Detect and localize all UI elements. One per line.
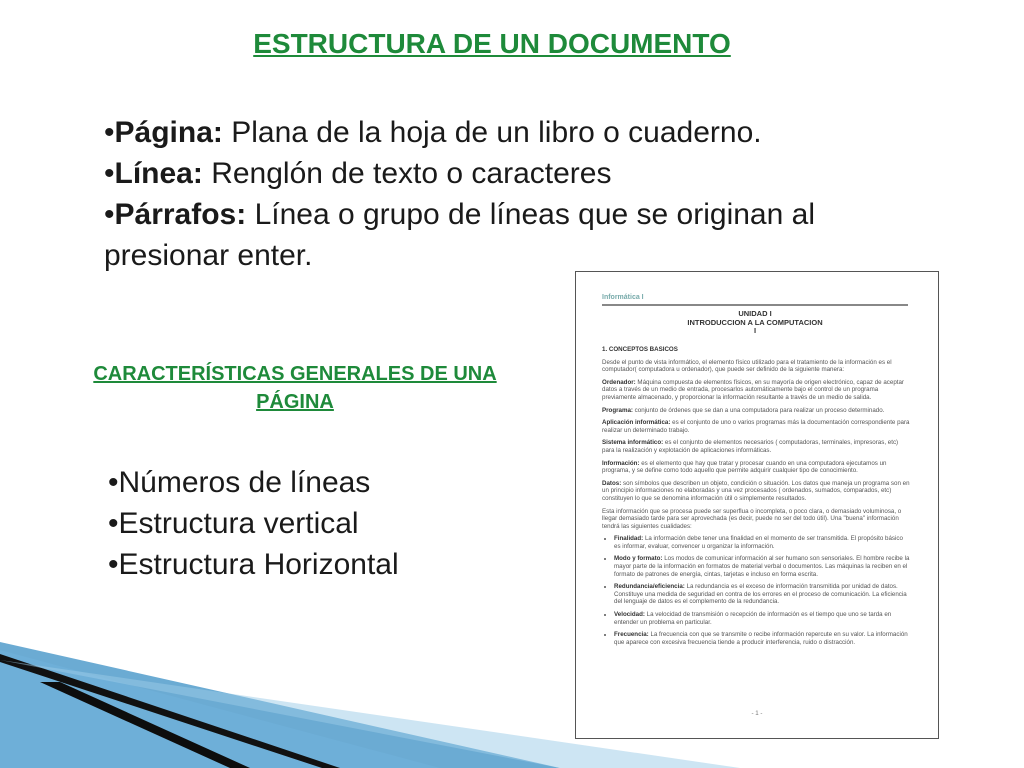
document-paragraph: Esta información que se procesa puede ser superflua o incompleta, o poco clara, o demasiado voluminosa, o llegar demasiado tarde para ser aprovechada (es decir, puede no ser del todo útil). Una "buena" información tendrá las siguientes cualidades: — [602, 507, 902, 530]
definition-term: Párrafos: — [114, 198, 247, 231]
document-unit-title: UNIDAD I INTRODUCCION A LA COMPUTACION I — [687, 309, 823, 335]
definitions-list — [104, 112, 944, 276]
characteristics-list — [108, 462, 528, 585]
document-paragraph: Desde el punto de vista informático, el elemento físico utilizado para el tratamiento de la información es el computador( computadora u ordenador), que puede ser definido de la siguiente manera: — [602, 358, 892, 374]
definition-text: Plana de la hoja de un libro o cuaderno. — [222, 116, 762, 149]
document-quality-item: • Redundancia/eficiencia: La redundancia es el exceso de información transmitida por unidad de datos. Constituye una medida de seguridad en contra de los errores en el proceso de comunicación. La eficiencia del lenguaje de datos es el complemento de la redundancia. — [614, 583, 910, 606]
definition-text: Línea o grupo de líneas que se originan al presionar enter. — [104, 198, 815, 272]
document-quality-item: • Frecuencia: La frecuencia con que se transmite o recibe información repercute en su valor. La información que aparece con excesiva frecuencia tiende a producir interferencia, ruido o distracción. — [614, 631, 910, 646]
definition-text: Renglón de texto o caracteres — [202, 157, 612, 190]
definition-item: •Página: Plana de la hoja de un libro o cuaderno. — [104, 116, 762, 149]
document-paragraph: Información: es el elemento que hay que tratar y procesar cuando en una computadora ejecutamos un programa, y se define como todo aquello que permite adquirir cualquier tipo de conocimiento. — [602, 459, 887, 475]
characteristic-item: •Estructura vertical — [108, 507, 359, 540]
document-header: Informática I — [602, 294, 644, 301]
document-paragraph: Programa: conjunto de órdenes que se dan a una computadora para realizar un proceso determinado. — [602, 406, 885, 414]
section-subtitle: CARACTERÍSTICAS GENERALES DE UNA PÁGINA — [93, 363, 497, 413]
document-body — [602, 346, 910, 651]
document-paragraph: Sistema informático: es el conjunto de elementos necesarios ( computadoras, terminales, impresoras, etc) para la realización y explotación de aplicaciones informáticas. — [602, 439, 899, 454]
definition-term: Página: — [114, 116, 223, 149]
definition-item: •Línea: Renglón de texto o caracteres — [104, 157, 612, 190]
document-header-rule — [602, 304, 908, 306]
definition-item: •Párrafos: Línea o grupo de líneas que se originan al presionar enter. — [104, 198, 815, 272]
document-quality-item: • Modo y formato: Los modos de comunicar información al ser humano son sensoriales. El hombre recibe la mayor parte de la información en formatos de material verbal o documentos. Las máquinas la reciben en el formato de patrones de energía, cintas, tarjetas e incluso en forma escrita. — [614, 555, 910, 578]
document-quality-item: • Velocidad: La velocidad de transmisión o recepción de información es el tiempo que uno se tarda en entender un problema en particular. — [614, 611, 910, 626]
characteristic-item: •Estructura Horizontal — [108, 548, 399, 581]
document-paragraph: Aplicación informática: es el conjunto de uno o varios programas más la documentación correspondiente para realizar un determinado trabajo. — [602, 419, 910, 434]
characteristic-item: •Números de líneas — [108, 466, 371, 499]
document-paragraph: Ordenador: Máquina compuesta de elementos físicos, en su mayoría de origen electrónico, capaz de aceptar datos a través de un medio de entrada, procesarlos automáticamente bajo el control de un programa previamente almacenado, y proporcionar la información resultante a través de un medio de salida. — [602, 378, 904, 401]
document-section-heading: 1. CONCEPTOS BASICOS — [602, 346, 678, 353]
page-title: ESTRUCTURA DE UN DOCUMENTO — [253, 28, 731, 59]
document-paragraph: Datos: son símbolos que describen un objeto, condición o situación. Los datos que maneja un programa son en un principio informaciones no elaboradas y una vez procesados ( ordenados, sumados, comparados, etc) constituyen lo que se denomina información útil o simplemente resultados. — [602, 479, 910, 502]
document-quality-item: • Finalidad: La información debe tener una finalidad en el momento de ser transmitida. El propósito básico es informar, evaluar, convencer u organizar la información. — [614, 535, 910, 550]
definition-term: Línea: — [114, 157, 203, 190]
decorative-corner-stripes — [0, 620, 740, 768]
document-page-number: - 1 - — [751, 710, 763, 717]
